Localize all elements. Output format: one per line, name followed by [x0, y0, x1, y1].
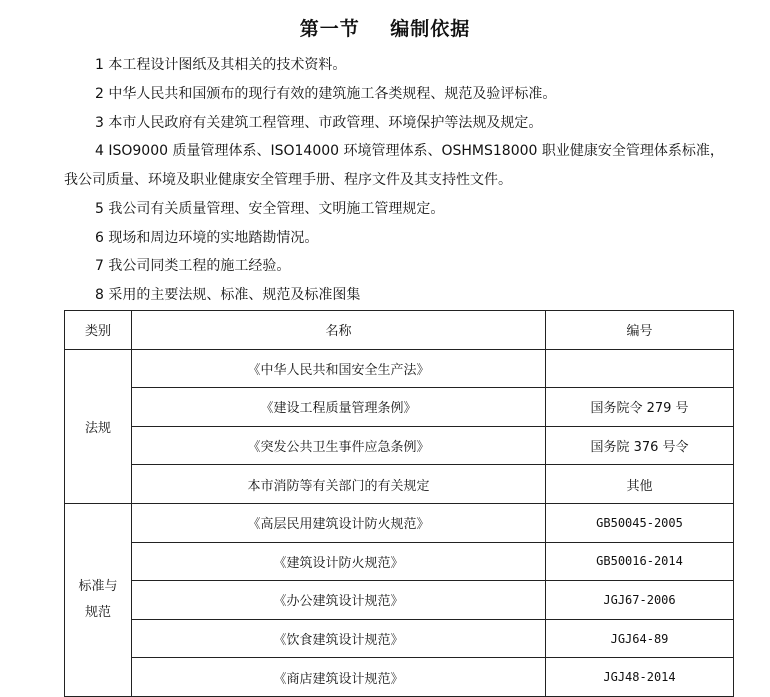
- basis-item-1: 1 本工程设计图纸及其相关的技术资料。: [95, 57, 347, 73]
- name-cell: 《饮食建筑设计规范》: [132, 619, 546, 658]
- basis-item-4: 4 ISO9000 质量管理体系、ISO14000 环境管理体系、OSHMS18000 职业健康安全管理体系标准，: [95, 143, 724, 159]
- basis-item-5: 5 我公司有关质量管理、安全管理、文明施工管理规定。: [95, 201, 445, 217]
- header-category: 类别: [65, 311, 132, 350]
- table-row: [65, 349, 734, 388]
- code-cell: GB50016-2014: [546, 542, 734, 581]
- name-cell: 《商店建筑设计规范》: [132, 658, 546, 697]
- basis-item-8: 8 采用的主要法规、标准、规范及标准图集: [95, 287, 361, 303]
- name-cell: 《高层民用建筑设计防火规范》: [132, 503, 546, 542]
- code-cell: JGJ64-89: [546, 619, 734, 658]
- table-row: [65, 388, 734, 427]
- header-name: 名称: [132, 311, 546, 350]
- name-cell: 《中华人民共和国安全生产法》: [132, 349, 546, 388]
- header-code: 编号: [546, 311, 734, 350]
- code-cell: JGJ67-2006: [546, 581, 734, 620]
- category-cell-regulations: 法规: [65, 349, 132, 503]
- table-row: [65, 426, 734, 465]
- code-cell: GB50045-2005: [546, 503, 734, 542]
- name-cell: 《突发公共卫生事件应急条例》: [132, 426, 546, 465]
- regulations-table: [64, 310, 734, 697]
- table-row: [65, 503, 734, 542]
- name-cell: 《建设工程质量管理条例》: [132, 388, 546, 427]
- basis-item-7: 7 我公司同类工程的施工经验。: [95, 258, 291, 274]
- table-row: [65, 581, 734, 620]
- basis-item-6: 6 现场和周边环境的实地踏勘情况。: [95, 230, 319, 246]
- code-cell: 国务院令 279 号: [546, 388, 734, 427]
- code-cell: JGJ48-2014: [546, 658, 734, 697]
- name-cell: 《办公建筑设计规范》: [132, 581, 546, 620]
- table-row: [65, 542, 734, 581]
- code-cell: 其他: [546, 465, 734, 504]
- category-line-1: 标准与: [78, 578, 118, 594]
- table-row: [65, 619, 734, 658]
- table-row: [65, 465, 734, 504]
- category-line-2: 规范: [84, 604, 111, 620]
- section-title: 第一节 编制依据: [299, 18, 471, 40]
- basis-item-2: 2 中华人民共和国颁布的现行有效的建筑施工各类规程、规范及验评标准。: [95, 86, 557, 102]
- table-header-row: [65, 311, 734, 350]
- name-cell: 本市消防等有关部门的有关规定: [132, 465, 546, 504]
- code-cell: 国务院 376 号令: [546, 426, 734, 465]
- code-cell: [546, 349, 734, 388]
- name-cell: 《建筑设计防火规范》: [132, 542, 546, 581]
- table-row: [65, 658, 734, 697]
- basis-item-3: 3 本市人民政府有关建筑工程管理、市政管理、环境保护等法规及规定。: [95, 115, 543, 131]
- category-cell-standards: [65, 503, 132, 696]
- basis-item-4-continued: 我公司质量、环境及职业健康安全管理手册、程序文件及其支持性文件。: [64, 172, 512, 188]
